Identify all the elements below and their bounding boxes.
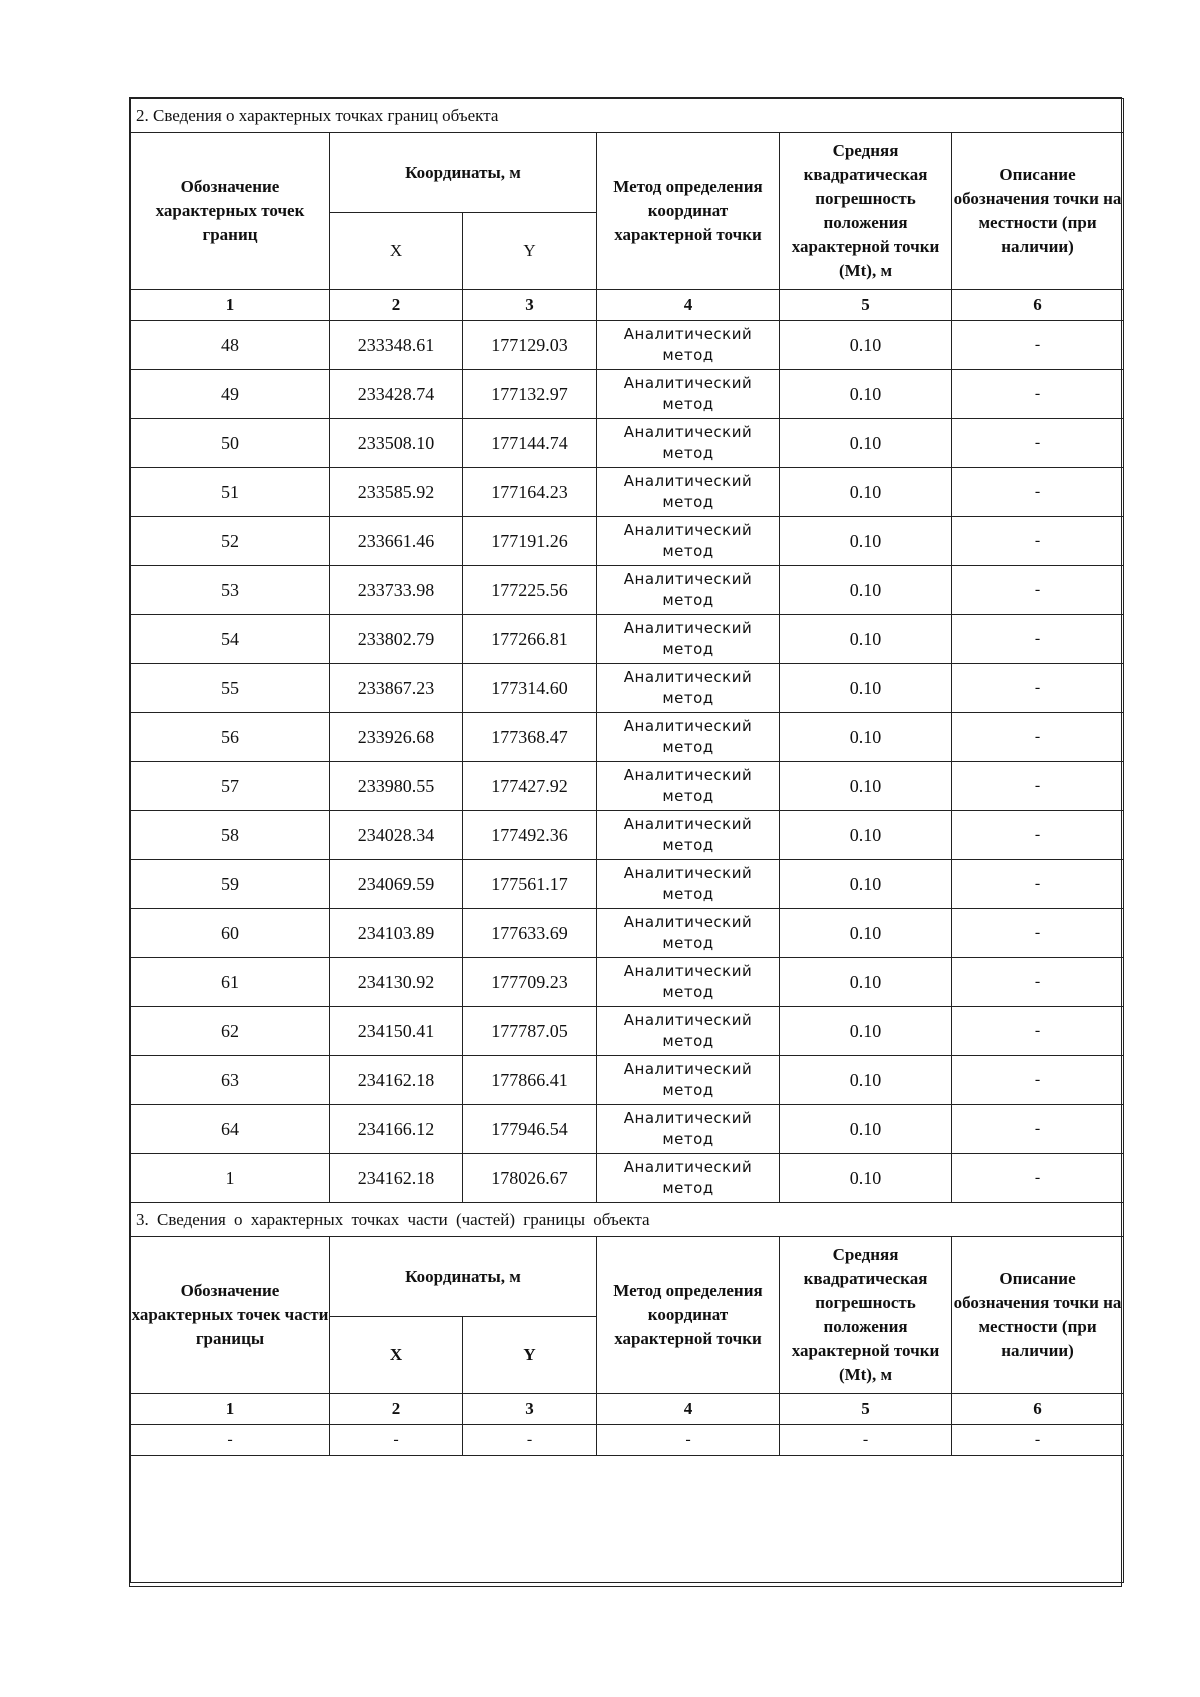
table-row xyxy=(131,321,1124,370)
desc-cell: - xyxy=(952,517,1124,566)
table-row xyxy=(131,615,1124,664)
section3-rows xyxy=(131,1425,1124,1456)
mt-cell: 0.10 xyxy=(780,958,952,1007)
desc-cell: - xyxy=(952,909,1124,958)
point-number: 54 xyxy=(131,615,330,664)
table-row xyxy=(131,664,1124,713)
desc-cell: - xyxy=(952,468,1124,517)
mt-cell: 0.10 xyxy=(780,1105,952,1154)
section3-header-x: X xyxy=(330,1317,463,1394)
mt-cell: 0.10 xyxy=(780,370,952,419)
coord-x: 234162.18 xyxy=(330,1056,463,1105)
point-number: 63 xyxy=(131,1056,330,1105)
coord-y: 177787.05 xyxy=(463,1007,597,1056)
method-cell: Аналитический метод xyxy=(597,321,780,370)
document-frame xyxy=(129,97,1122,1587)
mt-cell: 0.10 xyxy=(780,1056,952,1105)
col-number: 4 xyxy=(597,1394,780,1425)
desc-cell: - xyxy=(952,1007,1124,1056)
point-number: 61 xyxy=(131,958,330,1007)
point-number: 59 xyxy=(131,860,330,909)
method-cell: Аналитический метод xyxy=(597,1007,780,1056)
desc-cell: - xyxy=(952,762,1124,811)
desc-cell: - xyxy=(952,713,1124,762)
point-number: 50 xyxy=(131,419,330,468)
table-row xyxy=(131,566,1124,615)
table-row xyxy=(131,909,1124,958)
method-cell: Аналитический метод xyxy=(597,1056,780,1105)
coord-y: 177266.81 xyxy=(463,615,597,664)
method-cell: Аналитический метод xyxy=(597,468,780,517)
method-cell: Аналитический метод xyxy=(597,860,780,909)
blank-area xyxy=(131,1456,1124,1583)
method-cell: Аналитический метод xyxy=(597,762,780,811)
col-number: 5 xyxy=(780,1394,952,1425)
section2-header-coords: Координаты, м xyxy=(330,133,597,213)
desc-cell: - xyxy=(952,321,1124,370)
section3-column-numbers xyxy=(131,1394,1124,1425)
col-number: 3 xyxy=(463,290,597,321)
desc-cell: - xyxy=(952,419,1124,468)
coord-y: 177427.92 xyxy=(463,762,597,811)
method-cell: Аналитический метод xyxy=(597,566,780,615)
desc-cell: - xyxy=(952,1056,1124,1105)
coord-x: 233508.10 xyxy=(330,419,463,468)
method-cell: Аналитический метод xyxy=(597,909,780,958)
section3-header-desc: Описание обозначения точки на местности (при наличии) xyxy=(952,1237,1124,1394)
method-cell: Аналитический метод xyxy=(597,1154,780,1203)
coord-x: 234103.89 xyxy=(330,909,463,958)
section3-header-coords: Координаты, м xyxy=(330,1237,597,1317)
section3-header-method: Метод определения координат характерной точки xyxy=(597,1237,780,1394)
desc-cell: - xyxy=(952,958,1124,1007)
table-row xyxy=(131,370,1124,419)
section2-rows xyxy=(131,321,1124,1203)
table-row xyxy=(131,1105,1124,1154)
mt-cell: 0.10 xyxy=(780,566,952,615)
coord-x: 233926.68 xyxy=(330,713,463,762)
table-row xyxy=(131,958,1124,1007)
coord-x: 234166.12 xyxy=(330,1105,463,1154)
section3-header-y: Y xyxy=(463,1317,597,1394)
section2-header-y: Y xyxy=(463,213,597,290)
section3-title: 3. Сведения о характерных точках части (частей) границы объекта xyxy=(131,1203,1124,1237)
coord-y: 177225.56 xyxy=(463,566,597,615)
coord-y: 177132.97 xyxy=(463,370,597,419)
mt-cell: 0.10 xyxy=(780,713,952,762)
mt-cell: 0.10 xyxy=(780,909,952,958)
desc-cell: - xyxy=(952,1154,1124,1203)
coord-x: 234150.41 xyxy=(330,1007,463,1056)
desc-cell: - xyxy=(952,566,1124,615)
mt-cell: 0.10 xyxy=(780,762,952,811)
col-number: 1 xyxy=(131,1394,330,1425)
mt-cell: 0.10 xyxy=(780,517,952,566)
coord-y: 177866.41 xyxy=(463,1056,597,1105)
mt-cell: - xyxy=(780,1425,952,1456)
section3-header-mt: Средняя квадратическая погрешность положения характерной точки (Mt), м xyxy=(780,1237,952,1394)
point-number: 60 xyxy=(131,909,330,958)
points-table xyxy=(130,98,1124,1583)
section2-title: 2. Сведения о характерных точках границ объекта xyxy=(131,99,1124,133)
section2-header-desc: Описание обозначения точки на местности (при наличии) xyxy=(952,133,1124,290)
method-cell: Аналитический метод xyxy=(597,958,780,1007)
desc-cell: - xyxy=(952,811,1124,860)
section2-header-method: Метод определения координат характерной точки xyxy=(597,133,780,290)
coord-y: - xyxy=(463,1425,597,1456)
col-number: 6 xyxy=(952,290,1124,321)
col-number: 3 xyxy=(463,1394,597,1425)
point-number: 56 xyxy=(131,713,330,762)
point-number: 55 xyxy=(131,664,330,713)
coord-x: 234069.59 xyxy=(330,860,463,909)
coord-y: 178026.67 xyxy=(463,1154,597,1203)
col-number: 5 xyxy=(780,290,952,321)
mt-cell: 0.10 xyxy=(780,1154,952,1203)
coord-x: 234130.92 xyxy=(330,958,463,1007)
coord-y: 177164.23 xyxy=(463,468,597,517)
table-row xyxy=(131,1154,1124,1203)
mt-cell: 0.10 xyxy=(780,1007,952,1056)
col-number: 2 xyxy=(330,1394,463,1425)
desc-cell: - xyxy=(952,370,1124,419)
table-row xyxy=(131,860,1124,909)
coord-y: 177946.54 xyxy=(463,1105,597,1154)
desc-cell: - xyxy=(952,664,1124,713)
coord-x: 234028.34 xyxy=(330,811,463,860)
col-number: 4 xyxy=(597,290,780,321)
table-row xyxy=(131,811,1124,860)
coord-x: 233980.55 xyxy=(330,762,463,811)
method-cell: Аналитический метод xyxy=(597,664,780,713)
desc-cell: - xyxy=(952,1425,1124,1456)
point-number: 64 xyxy=(131,1105,330,1154)
mt-cell: 0.10 xyxy=(780,468,952,517)
table-row xyxy=(131,1007,1124,1056)
coord-x: 233348.61 xyxy=(330,321,463,370)
point-number: 58 xyxy=(131,811,330,860)
section2-header-x: X xyxy=(330,213,463,290)
coord-y: 177709.23 xyxy=(463,958,597,1007)
coord-x: 233802.79 xyxy=(330,615,463,664)
point-number: 48 xyxy=(131,321,330,370)
point-number: 49 xyxy=(131,370,330,419)
section3-header-point: Обозначение характерных точек части границы xyxy=(131,1237,330,1394)
coord-x: - xyxy=(330,1425,463,1456)
table-row xyxy=(131,1425,1124,1456)
coord-y: 177633.69 xyxy=(463,909,597,958)
point-number: - xyxy=(131,1425,330,1456)
point-number: 62 xyxy=(131,1007,330,1056)
coord-y: 177191.26 xyxy=(463,517,597,566)
point-number: 51 xyxy=(131,468,330,517)
desc-cell: - xyxy=(952,1105,1124,1154)
coord-y: 177129.03 xyxy=(463,321,597,370)
coord-x: 233428.74 xyxy=(330,370,463,419)
coord-x: 233867.23 xyxy=(330,664,463,713)
col-number: 1 xyxy=(131,290,330,321)
section2-header-point: Обозначение характерных точек границ xyxy=(131,133,330,290)
coord-x: 233733.98 xyxy=(330,566,463,615)
desc-cell: - xyxy=(952,860,1124,909)
table-row xyxy=(131,1056,1124,1105)
table-row xyxy=(131,517,1124,566)
point-number: 57 xyxy=(131,762,330,811)
mt-cell: 0.10 xyxy=(780,321,952,370)
method-cell: Аналитический метод xyxy=(597,1105,780,1154)
point-number: 53 xyxy=(131,566,330,615)
mt-cell: 0.10 xyxy=(780,860,952,909)
method-cell: Аналитический метод xyxy=(597,615,780,664)
method-cell: Аналитический метод xyxy=(597,517,780,566)
point-number: 1 xyxy=(131,1154,330,1203)
section2-header-mt: Средняя квадратическая погрешность положения характерной точки (Mt), м xyxy=(780,133,952,290)
method-cell: - xyxy=(597,1425,780,1456)
col-number: 2 xyxy=(330,290,463,321)
mt-cell: 0.10 xyxy=(780,419,952,468)
coord-x: 233585.92 xyxy=(330,468,463,517)
coord-y: 177144.74 xyxy=(463,419,597,468)
point-number: 52 xyxy=(131,517,330,566)
mt-cell: 0.10 xyxy=(780,615,952,664)
coord-y: 177561.17 xyxy=(463,860,597,909)
method-cell: Аналитический метод xyxy=(597,419,780,468)
section2-column-numbers xyxy=(131,290,1124,321)
coord-x: 233661.46 xyxy=(330,517,463,566)
method-cell: Аналитический метод xyxy=(597,811,780,860)
coord-x: 234162.18 xyxy=(330,1154,463,1203)
coord-y: 177368.47 xyxy=(463,713,597,762)
table-row xyxy=(131,713,1124,762)
coord-y: 177314.60 xyxy=(463,664,597,713)
coord-y: 177492.36 xyxy=(463,811,597,860)
table-row xyxy=(131,468,1124,517)
col-number: 6 xyxy=(952,1394,1124,1425)
table-row xyxy=(131,762,1124,811)
method-cell: Аналитический метод xyxy=(597,713,780,762)
mt-cell: 0.10 xyxy=(780,664,952,713)
table-row xyxy=(131,419,1124,468)
mt-cell: 0.10 xyxy=(780,811,952,860)
desc-cell: - xyxy=(952,615,1124,664)
method-cell: Аналитический метод xyxy=(597,370,780,419)
